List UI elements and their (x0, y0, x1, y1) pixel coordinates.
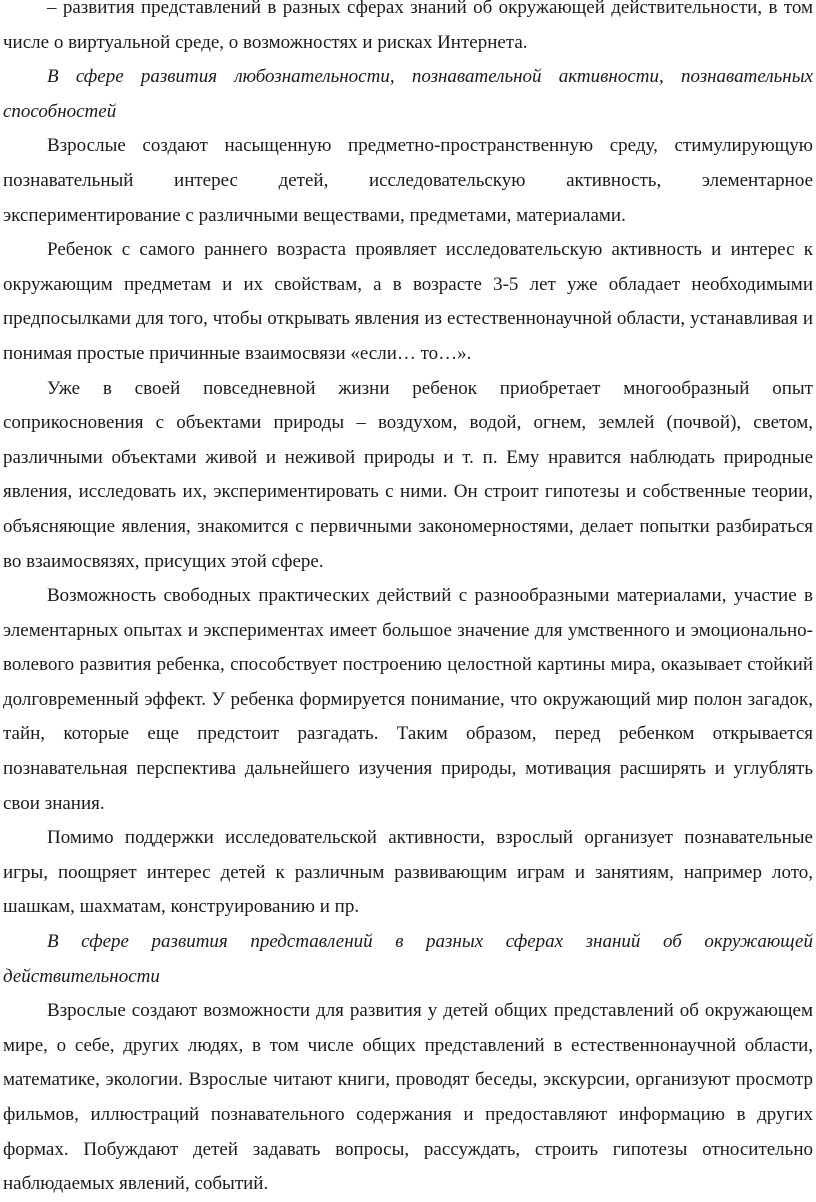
paragraph-environment: Взрослые создают насыщенную предметно-пространственную среду, стимулирующую познавательный интерес детей, исследовательскую активность, элементарное экспериментирование с различными веществами, предметами, материалами. (3, 135, 813, 226)
paragraph-cognitive-games: Помимо поддержки исследовательской активности, взрослый организует познавательные игры, поощряет интерес детей к различным развивающим играм и занятиям, например лото, шашкам, шахматам, конструированию и пр. (3, 827, 813, 918)
paragraph-intro-continuation: – развития представлений в разных сферах знаний об окружающей действительности, в том числе о виртуальной среде, о возможностях и рисках Интернета. (3, 0, 813, 53)
paragraph-daily-life: Уже в своей повседневной жизни ребенок приобретает многообразный опыт соприкосновения с объектами природы – воздухом, водой, огнем, землей (почвой), светом, различными объектами живой и неживой природы и т. п. Ему нравится наблюдать природные явления, исследовать их, экспериментировать с ними. Он строит гипотезы и собственные теории, объясняющие явления, знакомится с первичными закономерностями, делает попытки разбираться во взаимосвязях, присущих этой сфере. (3, 377, 813, 572)
section-heading-curiosity: В сфере развития любознательности, познавательной активности, познавательных способностей (3, 66, 813, 122)
section-heading-knowledge: В сфере развития представлений в разных сферах знаний об окружающей действительности (3, 931, 813, 987)
paragraph-general-ideas: Взрослые создают возможности для развития у детей общих представлений об окружающем мире, о себе, других людях, в том числе общих представлений в естественнонаучной области, математике, экологии. Взрослые читают книги, проводят беседы, экскурсии, организуют просмотр фильмов, иллюстраций познавательного содержания и предоставляют информацию в других формах. Побуждают детей задавать вопросы, рассуждать, строить гипотезы относительно наблюдаемых явлений, событий. (3, 1000, 813, 1195)
paragraph-early-age: Ребенок с самого раннего возраста проявляет исследовательскую активность и интерес к окружающим предметам и их свойствам, а в возрасте 3-5 лет уже обладает необходимыми предпосылками для того, чтобы открывать явления из естественнонаучной области, устанавливая и понимая простые причинные взаимосвязи «если… то…». (3, 239, 813, 364)
paragraph-practical-actions: Возможность свободных практических действий с разнообразными материалами, участие в элементарных опытах и экспериментах имеет большое значение для умственного и эмоционально-волевого развития ребенка, способствует построению целостной картины мира, оказывает стойкий долговременный эффект. У ребенка формируется понимание, что окружающий мир полон загадок, тайн, которые еще предстоит разгадать. Таким образом, перед ребенком открывается познавательная перспектива дальнейшего изучения природы, мотивация расширять и углублять свои знания. (3, 585, 813, 814)
